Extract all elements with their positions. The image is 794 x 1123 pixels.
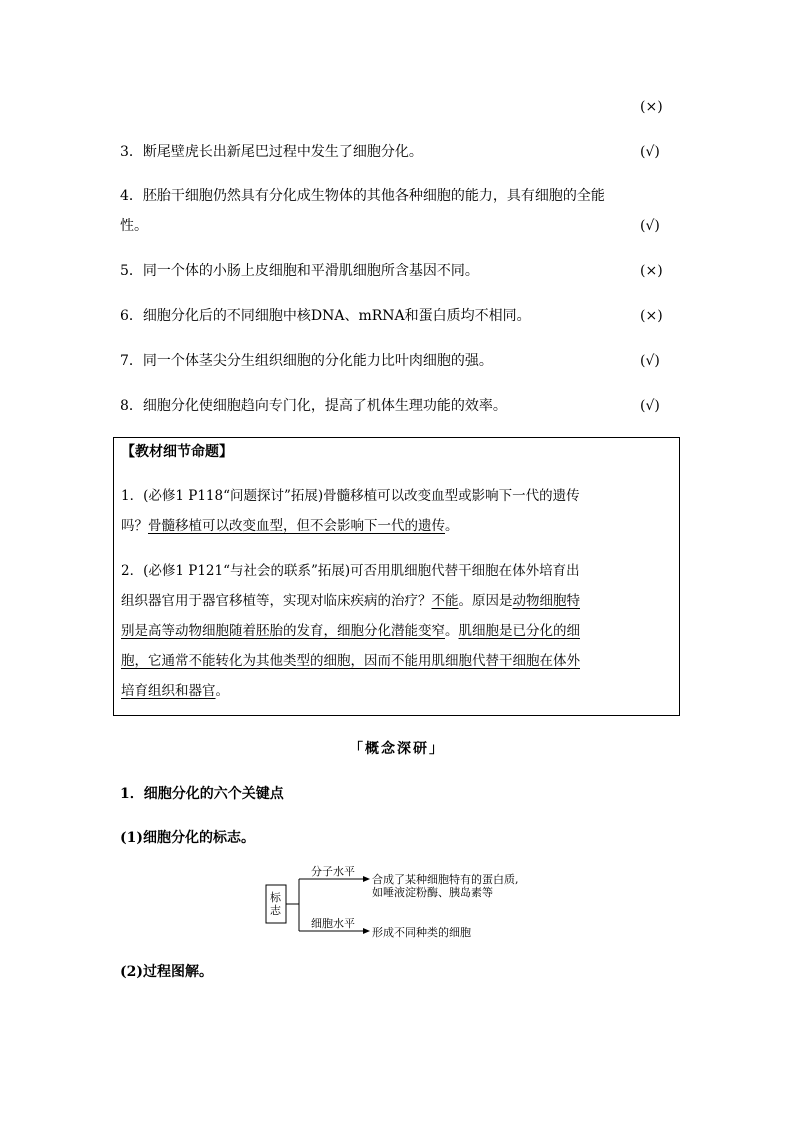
box-q1-ask: 吗？ [121,518,148,534]
statement-8: 8．细胞分化使细胞趋向专门化，提高了机体生理功能的效率。 [120,398,507,414]
diagram-branch1-text1: 合成了某种细胞特有的蛋白质, [372,873,519,886]
diagram-branch2-text: 形成不同种类的细胞 [372,926,471,939]
box-q2-line1: 2．(必修1 P121“与社会的联系”拓展)可否用肌细胞代替干细胞在体外培育出 [121,563,580,579]
diagram-branch1-label: 分子水平 [311,865,355,878]
box-q1-period: 。 [445,518,459,534]
box-q2-end-period: 。 [215,683,229,699]
box-q1-line2 [121,516,459,536]
box-q2-period: 。 [445,623,459,639]
box-q2-reason-cont: 别是高等动物细胞随着胚胎的发育，细胞分化潜能变窄 [121,623,445,639]
statement-2-mark: (×) [640,99,663,115]
box-title: 【教材细节命题】 [121,444,233,460]
differentiation-marker-diagram [265,865,545,940]
box-q2-ask: 组织器官用于器官移植等，实现对临床疾病的治疗？ [121,593,432,609]
box-q2-reason-lead: 。原因是 [458,593,513,609]
statement-7: 7．同一个体茎尖分生组织细胞的分化能力比叶肉细胞的强。 [120,353,493,369]
box-q2-answer: 不能 [431,593,459,609]
statement-4-mark: (√) [640,218,660,234]
textbook-detail-box [113,437,680,716]
heading-markers: (1)细胞分化的标志。 [120,830,255,846]
statement-4: 4．胚胎干细胞仍然具有分化成生物体的其他各种细胞的能力，具有细胞的全能 [120,188,605,204]
statement-5: 5．同一个体的小肠上皮细胞和平滑肌细胞所含基因不同。 [120,263,479,279]
box-q1-line1: 1．(必修1 P118“问题探讨”拓展)骨髓移植可以改变血型或影响下一代的遗传 [121,488,580,504]
box-q2-reason2-start: 肌细胞是已分化的细 [458,623,580,639]
box-q2-line3 [121,621,580,641]
box-q2-reason2-end: 培育组织和器官 [121,683,216,699]
heading-key-points: 1．细胞分化的六个关键点 [120,786,284,802]
statement-4-cont: 性。 [120,218,148,234]
box-q2-reason-start: 动物细胞特 [512,593,580,609]
statement-6: 6．细胞分化后的不同细胞中核DNA、mRNA和蛋白质均不相同。 [120,308,531,324]
box-q2-line5 [121,681,229,701]
heading-process: (2)过程图解。 [120,964,213,980]
box-q2-line4: 胞，它通常不能转化为其他类型的细胞，因而不能用肌细胞代替干细胞在体外 [121,653,580,669]
statement-6-mark: (×) [640,308,663,324]
section-title: 「概念深研」 [349,741,445,757]
statement-7-mark: (√) [640,353,660,369]
statement-3-mark: (√) [640,144,660,160]
statement-8-mark: (√) [640,398,660,414]
box-q2-line2 [121,591,580,611]
diagram-root: 标志 [270,891,281,917]
diagram-branch1-text2: 如唾液淀粉酶、胰岛素等 [372,886,493,899]
statement-3: 3．断尾壁虎长出新尾巴过程中发生了细胞分化。 [120,144,423,160]
statement-5-mark: (×) [640,263,663,279]
diagram-branch2-label: 细胞水平 [311,917,355,930]
box-q1-answer: 骨髓移植可以改变血型，但不会影响下一代的遗传 [148,518,445,534]
